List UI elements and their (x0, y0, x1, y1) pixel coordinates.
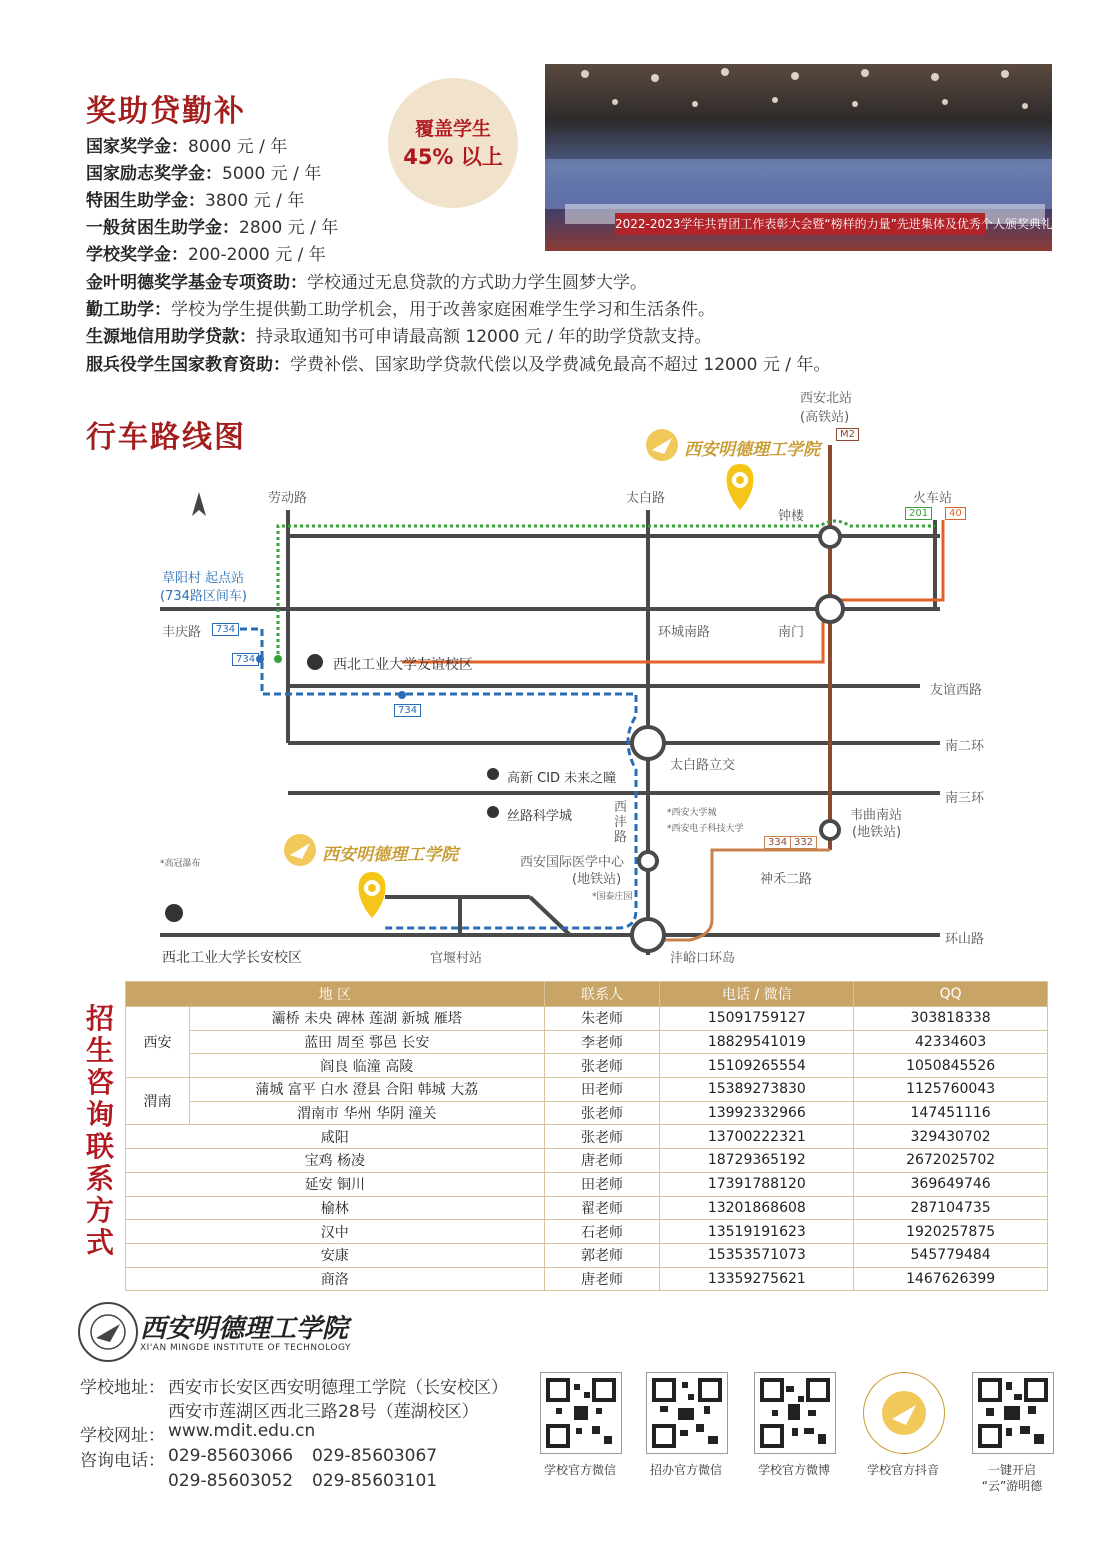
badge-line1: 覆盖学生 (414, 118, 491, 140)
bus-stop-marker (398, 691, 406, 699)
qr-admissions-wechat[interactable] (646, 1372, 728, 1454)
caption-douyin-official: 学校官方抖音 (866, 1463, 939, 1477)
aid-item: 国家奖学金：8000 元 / 年 (86, 137, 288, 157)
table-row (126, 1054, 1048, 1078)
table-row (126, 1172, 1048, 1196)
qr-weibo-official[interactable] (754, 1372, 836, 1454)
cell-phone: 13700222321 (660, 1125, 854, 1149)
label-gaoguan: *高冠瀑布 (160, 859, 201, 869)
label-guotai: *国泰庄园 (592, 892, 633, 902)
school-name-bottom: 西安明德理工学院 (322, 845, 458, 865)
table-row (126, 1030, 1048, 1054)
cell-region: 商洛 (126, 1267, 545, 1291)
cell-region: 榆林 (126, 1196, 545, 1220)
cell-phone: 13359275621 (660, 1267, 854, 1291)
phone-4: 029-85603101 (312, 1471, 438, 1491)
gaoxin-marker (487, 768, 499, 780)
cell-phone: 15353571073 (660, 1243, 854, 1267)
cell-contact: 唐老师 (544, 1267, 660, 1291)
school-name-top: 西安明德理工学院 (684, 440, 820, 460)
badge-line2: 45% 以上 (403, 145, 503, 169)
web-label: 学校网址： (80, 1426, 165, 1446)
address-line2: 西安市莲湖区西北三路28号（莲湖校区） (168, 1402, 479, 1422)
qr-douyin-official[interactable] (863, 1372, 945, 1454)
cell-phone: 13201868608 (660, 1196, 854, 1220)
cell-contact: 田老师 (544, 1078, 660, 1102)
table-row (126, 1149, 1048, 1173)
school-logo-icon (284, 834, 316, 866)
label-caoyang-sub: (734路区间车) (160, 589, 247, 604)
qr-code-icon (652, 1378, 722, 1448)
cell-region: 蓝田 周至 鄠邑 长安 (189, 1030, 544, 1054)
table-row (126, 1125, 1048, 1149)
cell-phone: 15109265554 (660, 1054, 854, 1078)
north-arrow-icon (192, 492, 206, 516)
cell-region: 灞桥 未央 碑林 莲湖 新城 雁塔 (189, 1007, 544, 1031)
cell-qq: 1920257875 (854, 1220, 1048, 1244)
label-gaoxin: 高新 CID 未来之瞳 (507, 771, 617, 786)
cell-contact: 张老师 (544, 1101, 660, 1125)
school-website-link[interactable]: www.mdit.edu.cn (168, 1421, 316, 1441)
badge-734-a: 734 (212, 623, 239, 636)
award-ceremony-photo (545, 64, 1052, 251)
school-logo-icon (646, 429, 678, 461)
badge-40: 40 (945, 507, 966, 520)
label-silu: 丝路科学城 (507, 809, 573, 824)
contact-section-title: 招生咨询联系方式 (85, 1002, 114, 1259)
nwpu-youyi-marker (307, 654, 323, 670)
cell-phone: 15091759127 (660, 1007, 854, 1031)
aid-item: 金叶明德奖学基金专项资助：学校通过无息贷款的方式助力学生圆梦大学。 (86, 273, 647, 293)
label-huancheng: 环城南路 (658, 625, 711, 640)
phone-3: 029-85603052 (168, 1471, 294, 1491)
table-row (126, 1101, 1048, 1125)
table-row (126, 1220, 1048, 1244)
aid-item: 生源地信用助学贷款：持录取通知书可申请最高额 12000 元 / 年的助学贷款支持。 (86, 327, 712, 347)
table-row (126, 1267, 1048, 1291)
label-north-station: 西安北站 (800, 391, 853, 406)
cell-region: 延安 铜川 (126, 1172, 545, 1196)
label-caoyang: 草阳村 起点站 (162, 571, 245, 586)
label-shenhe: 神禾二路 (760, 872, 813, 887)
table-row (126, 1196, 1048, 1220)
silu-marker (487, 806, 499, 818)
cell-contact: 唐老师 (544, 1149, 660, 1173)
cell-phone: 13992332966 (660, 1101, 854, 1125)
cell-region: 汉中 (126, 1220, 545, 1244)
cell-region: 阎良 临潼 高陵 (189, 1054, 544, 1078)
label-nanmen: 南门 (778, 625, 805, 640)
cell-region: 蒲城 富平 白水 澄县 合阳 韩城 大荔 (189, 1078, 544, 1102)
cell-contact: 李老师 (544, 1030, 660, 1054)
header-contact: 联系人 (544, 982, 660, 1007)
nwpu-changan-marker (165, 904, 183, 922)
label-nwpu-changan: 西北工业大学长安校区 (162, 950, 302, 966)
aid-item: 学校奖学金：200-2000 元 / 年 (86, 245, 326, 265)
qr-wechat-official[interactable] (540, 1372, 622, 1454)
label-taibai: 太白路 (626, 491, 666, 506)
label-xidian: *西安电子科技大学 (667, 824, 744, 834)
douyin-logo-icon (874, 1383, 934, 1443)
cell-region: 宝鸡 杨凌 (126, 1149, 545, 1173)
label-zhonglou: 钟楼 (778, 509, 805, 524)
map-section-title: 行车路线图 (86, 420, 246, 455)
aid-section-title: 奖助贷勤补 (86, 94, 246, 129)
caption-wechat-official: 学校官方微信 (543, 1463, 616, 1477)
cell-qq: 369649746 (854, 1172, 1048, 1196)
table-header-row (126, 982, 1048, 1007)
cell-contact: 翟老师 (544, 1196, 660, 1220)
caption-admissions-wechat: 招办官方微信 (649, 1463, 722, 1477)
label-xida: *西安大学城 (667, 808, 717, 818)
photo-banner: 2022-2023学年共青团工作表彰大会暨“榜样的力量”先进集体及优秀个人颁奖典礼 (615, 213, 985, 235)
label-weiqu: 韦曲南站 (850, 808, 903, 823)
coverage-badge (388, 78, 518, 208)
label-weiqu-sub: (地铁站) (852, 825, 902, 840)
label-train-station: 火车站 (913, 491, 953, 506)
badge-201: 201 (905, 507, 932, 520)
cell-region: 咸阳 (126, 1125, 545, 1149)
label-medical-sub: (地铁站) (572, 872, 622, 887)
cell-qq: 42334603 (854, 1030, 1048, 1054)
header-phone: 电话 / 微信 (660, 982, 854, 1007)
cell-qq: 303818338 (854, 1007, 1048, 1031)
label-nan-sanhuan: 南三环 (945, 791, 985, 806)
aid-item: 勤工助学：学校为学生提供勤工助学机会，用于改善家庭困难学生学习和生活条件。 (86, 300, 715, 320)
cell-qq: 1050845526 (854, 1054, 1048, 1078)
badge-334: 334 (764, 836, 791, 849)
aid-item: 国家励志奖学金：5000 元 / 年 (86, 164, 322, 184)
qr-code-icon (978, 1378, 1048, 1448)
cell-phone: 18829541019 (660, 1030, 854, 1054)
cell-contact: 郭老师 (544, 1243, 660, 1267)
cell-contact: 石老师 (544, 1220, 660, 1244)
table-row (126, 1243, 1048, 1267)
cell-phone: 13519191623 (660, 1220, 854, 1244)
label-fengqing: 丰庆路 (162, 625, 202, 640)
cell-contact: 朱老师 (544, 1007, 660, 1031)
contact-table (125, 981, 1048, 1291)
cell-contact: 张老师 (544, 1054, 660, 1078)
aid-item: 服兵役学生国家教育资助：学费补偿、国家助学贷款代偿以及学费减免最高不超过 12000 元 / 年。 (86, 355, 831, 375)
phone-1: 029-85603066 (168, 1446, 294, 1466)
label-huanshan: 环山路 (945, 932, 985, 947)
qr-virtual-tour[interactable] (972, 1372, 1054, 1454)
footer-logo-en: XI'AN MINGDE INSTITUTE OF TECHNOLOGY (140, 1343, 352, 1353)
interchange-markers (632, 527, 843, 951)
cell-qq: 1467626399 (854, 1267, 1048, 1291)
label-medical: 西安国际医学中心 (520, 855, 625, 870)
route-orange (402, 520, 943, 662)
qr-code-icon (760, 1378, 830, 1448)
label-taibai-interchange: 太白路立交 (670, 758, 736, 773)
cell-contact: 田老师 (544, 1172, 660, 1196)
table-row (126, 1007, 1048, 1031)
emblem-glyph-icon (88, 1312, 128, 1352)
label-north-station-sub: (高铁站) (800, 410, 850, 425)
qr-code-icon (546, 1378, 616, 1448)
cell-region: 渭南市 华州 华阴 潼关 (189, 1101, 544, 1125)
location-pin-icon (727, 464, 754, 510)
label-laodong: 劳动路 (268, 491, 308, 506)
address-line1: 西安市长安区西安明德理工学院（长安校区） (168, 1378, 508, 1398)
label-nan-erhuan: 南二环 (945, 739, 985, 754)
route-brown-south (640, 850, 830, 940)
cell-phone: 15389273830 (660, 1078, 854, 1102)
caption-virtual-tour-1: 一键开启 (987, 1463, 1036, 1477)
cell-phone: 18729365192 (660, 1149, 854, 1173)
header-qq: QQ (854, 982, 1048, 1007)
footer-logo-cn: 西安明德理工学院 (140, 1314, 349, 1344)
cell-contact: 张老师 (544, 1125, 660, 1149)
badge-734-b: 734 (232, 653, 259, 666)
label-nwpu-youyi: 西北工业大学友谊校区 (333, 657, 473, 673)
header-region: 地 区 (126, 982, 545, 1007)
school-emblem-icon (78, 1302, 138, 1362)
label-xiyang: 西沣路 (614, 800, 628, 845)
cell-qq: 147451116 (854, 1101, 1048, 1125)
address-label: 学校地址： (80, 1378, 165, 1398)
aid-item: 一般贫困生助学金：2800 元 / 年 (86, 218, 339, 238)
phone-label: 咨询电话： (80, 1451, 165, 1471)
caption-virtual-tour-2: “云”游明德 (981, 1479, 1043, 1493)
table-row (126, 1078, 1048, 1102)
label-fengyu: 沣峪口环岛 (670, 951, 736, 966)
cell-qq: 287104735 (854, 1196, 1048, 1220)
cell-qq: 2672025702 (854, 1149, 1048, 1173)
phone-2: 029-85603067 (312, 1446, 438, 1466)
location-pin-icon (359, 872, 386, 918)
cell-phone: 17391788120 (660, 1172, 854, 1196)
cell-region: 安康 (126, 1243, 545, 1267)
cell-qq: 545779484 (854, 1243, 1048, 1267)
caption-weibo-official: 学校官方微博 (757, 1463, 830, 1477)
bus-stop-marker (274, 655, 282, 663)
badge-332: 332 (790, 836, 817, 849)
badge-m2: M2 (836, 428, 859, 441)
label-youyi-west: 友谊西路 (930, 683, 983, 698)
badge-734-c: 734 (394, 704, 421, 717)
group-weinan: 渭南 (126, 1078, 190, 1125)
label-guanyan: 官堰村站 (430, 951, 483, 966)
road-network (160, 510, 940, 955)
aid-item: 特困生助学金：3800 元 / 年 (86, 191, 305, 211)
cell-qq: 1125760043 (854, 1078, 1048, 1102)
group-xian: 西安 (126, 1007, 190, 1078)
cell-qq: 329430702 (854, 1125, 1048, 1149)
